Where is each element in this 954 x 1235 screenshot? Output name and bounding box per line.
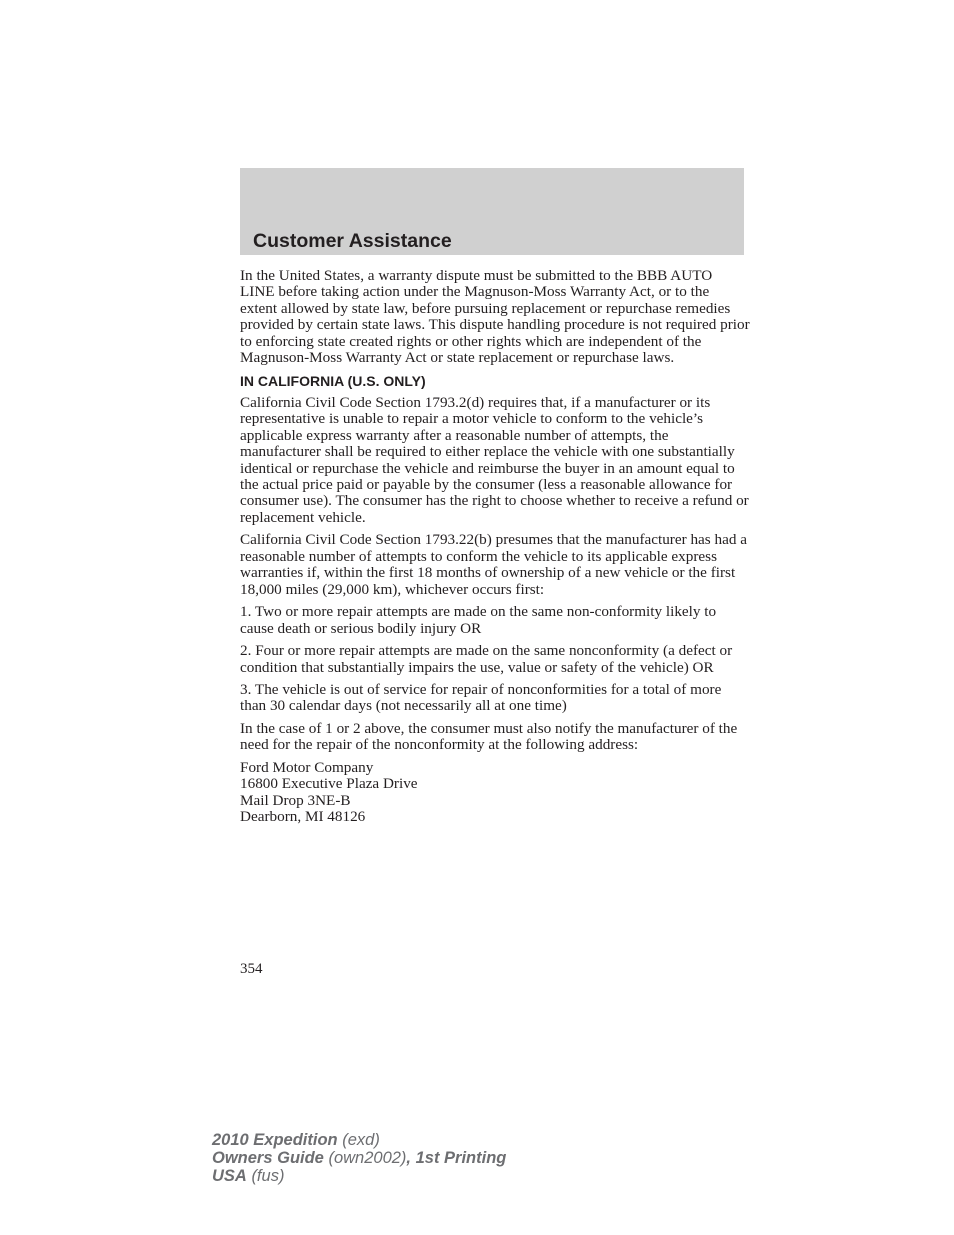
footer-line-model (212, 1131, 506, 1149)
mailing-address (240, 760, 750, 826)
footer-line-market (212, 1167, 506, 1185)
address-line-city: Dearborn, MI 48126 (240, 808, 366, 826)
footer-market-code: (fus) (251, 1167, 285, 1185)
footer-market: USA (212, 1167, 247, 1185)
page-content (240, 268, 750, 832)
notify-paragraph: In the case of 1 or 2 above, the consumer must also notify the manufacturer of the need for the repair of the nonconformity at the following address: (240, 719, 738, 754)
intro-paragraph: In the United States, a warranty dispute must be submitted to the BBB AUTO LINE before taking action under the Magnuson-Moss Warranty Act, or to the extent allowed by state law, before pursuing replacement or repurchase remedies provided by certain state laws. This dispute handling procedure is not required prior to enforcing state created rights or other rights which are independent of the Magnuson-Moss Warranty Act or state replacement or repurchase laws. (240, 267, 750, 367)
section-title: Customer Assistance (253, 229, 452, 252)
list-item-3: 3. The vehicle is out of service for repair of nonconformities for a total of more than 30 calendar days (not necessarily all at one time) (240, 680, 722, 715)
list-item-2: 2. Four or more repair attempts are made on the same nonconformity (a defect or condition that substantially impairs the use, value or safety of the vehicle) OR (240, 642, 733, 676)
california-code-paragraph: California Civil Code Section 1793.2(d) requires that, if a manufacturer or its representative is unable to repair a motor vehicle to conform to the vehicle’s applicable express warranty after a reasonable number of attempts, the manufacturer shall be required to either replace the vehicle with one substantially identical or repurchase the vehicle and reimburse the buyer in an amount equal to the actual price paid or payable by the consumer (less a reasonable allowance for consumer use). The consumer has the right to choose whether to receive a refund or replacement vehicle. (240, 393, 749, 526)
print-footer (212, 1131, 506, 1185)
footer-line-guide (212, 1149, 506, 1167)
address-line-maildrop: Mail Drop 3NE-B (240, 791, 351, 809)
footer-printing: , 1st Printing (406, 1149, 507, 1167)
footer-guide-code: (own2002) (328, 1149, 407, 1167)
footer-guide: Owners Guide (212, 1149, 324, 1167)
page-number: 354 (240, 961, 263, 977)
presumption-paragraph: California Civil Code Section 1793.22(b) presumes that the manufacturer has had a reasonable number of attempts to conform the vehicle to its applicable express warranties if, within the first 18 months of ownership of a new vehicle or the first 18,000 miles (29,000 km), whichever occurs first: (240, 531, 747, 598)
section-header-band (240, 168, 744, 255)
footer-model: 2010 Expedition (212, 1131, 338, 1149)
address-line-company: Ford Motor Company (240, 758, 374, 776)
section-heading: IN CALIFORNIA (U.S. ONLY) (240, 372, 426, 389)
address-line-street: 16800 Executive Plaza Drive (240, 775, 418, 793)
list-item-1: 1. Two or more repair attempts are made on the same non-conformity likely to cause death or serious bodily injury OR (240, 603, 717, 637)
footer-model-code: (exd) (342, 1131, 380, 1149)
